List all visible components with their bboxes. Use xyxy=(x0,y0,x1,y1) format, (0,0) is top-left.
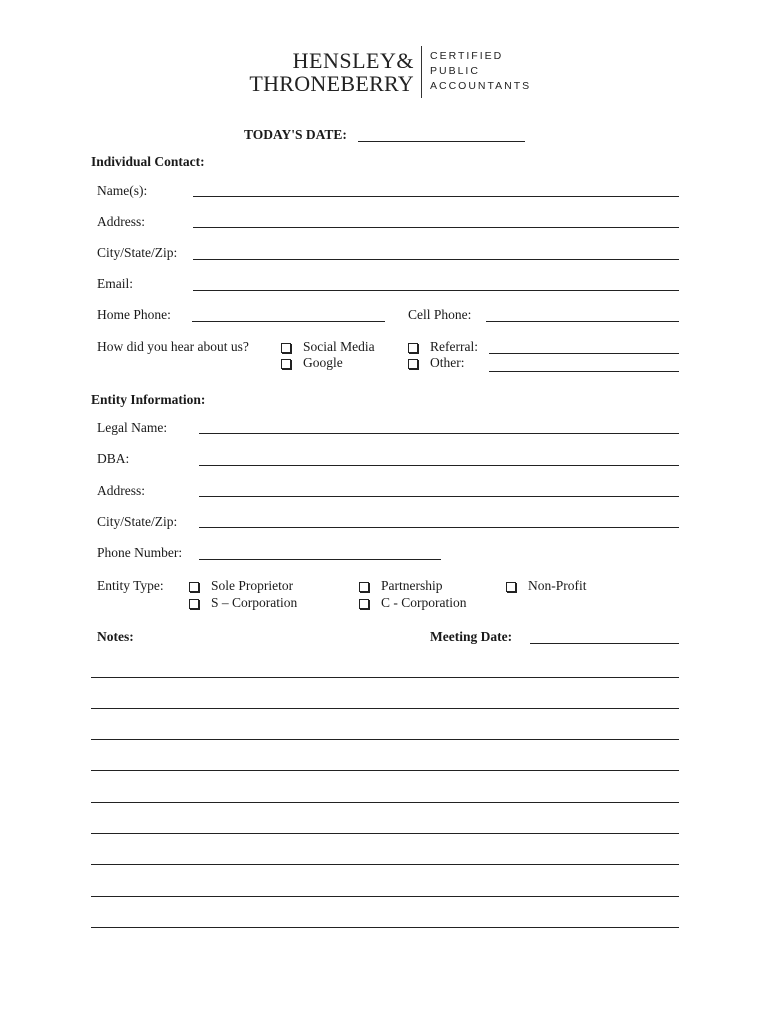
legal-name-field[interactable] xyxy=(199,433,679,434)
names-field[interactable] xyxy=(193,196,679,197)
dba-label: DBA: xyxy=(97,451,130,466)
entity-address-field[interactable] xyxy=(199,496,679,497)
checkbox-icon[interactable] xyxy=(408,359,418,369)
home-phone-label: Home Phone: xyxy=(97,307,171,322)
email-label: Email: xyxy=(97,276,133,291)
partnership-label: Partnership xyxy=(381,578,443,593)
individual-contact-heading: Individual Contact: xyxy=(91,154,205,169)
other-field[interactable] xyxy=(489,371,679,372)
names-label: Name(s): xyxy=(97,183,148,198)
entity-information-heading: Entity Information: xyxy=(91,392,206,407)
checkbox-icon[interactable] xyxy=(189,582,199,592)
city-state-zip-field[interactable] xyxy=(193,259,679,260)
logo-divider xyxy=(421,46,422,98)
checkbox-icon[interactable] xyxy=(359,582,369,592)
notes-line[interactable] xyxy=(91,833,679,834)
hear-about-us-label: How did you hear about us? xyxy=(97,339,249,354)
checkbox-icon[interactable] xyxy=(408,343,418,353)
entity-city-state-zip-label: City/State/Zip: xyxy=(97,514,178,529)
email-field[interactable] xyxy=(193,290,679,291)
notes-line[interactable] xyxy=(91,927,679,928)
referral-field[interactable] xyxy=(489,353,679,354)
logo-tag-1: CERTIFIED xyxy=(430,50,504,62)
city-state-zip-label: City/State/Zip: xyxy=(97,245,178,260)
notes-line[interactable] xyxy=(91,896,679,897)
meeting-date-label: Meeting Date: xyxy=(430,629,513,644)
dba-field[interactable] xyxy=(199,465,679,466)
logo-line-2: THRONEBERRY xyxy=(249,71,414,96)
checkbox-icon[interactable] xyxy=(281,359,291,369)
notes-line[interactable] xyxy=(91,739,679,740)
notes-line[interactable] xyxy=(91,770,679,771)
cell-phone-label: Cell Phone: xyxy=(408,307,472,322)
checkbox-icon[interactable] xyxy=(189,599,199,609)
logo-tag-3: ACCOUNTANTS xyxy=(430,80,532,92)
phone-number-label: Phone Number: xyxy=(97,545,183,560)
s-corporation-label: S – Corporation xyxy=(211,595,298,610)
cell-phone-field[interactable] xyxy=(486,321,679,322)
c-corporation-label: C - Corporation xyxy=(381,595,467,610)
address-label: Address: xyxy=(97,214,145,229)
checkbox-icon[interactable] xyxy=(359,599,369,609)
checkbox-icon[interactable] xyxy=(281,343,291,353)
address-field[interactable] xyxy=(193,227,679,228)
entity-address-label: Address: xyxy=(97,483,145,498)
notes-label: Notes: xyxy=(97,629,134,644)
referral-label: Referral: xyxy=(430,339,478,354)
todays-date-label: TODAY'S DATE: xyxy=(244,127,347,142)
google-label: Google xyxy=(303,355,343,370)
meeting-date-field[interactable] xyxy=(530,643,679,644)
social-media-label: Social Media xyxy=(303,339,375,354)
phone-number-field[interactable] xyxy=(199,559,441,560)
notes-line[interactable] xyxy=(91,864,679,865)
notes-line[interactable] xyxy=(91,802,679,803)
non-profit-label: Non-Profit xyxy=(528,578,587,593)
logo-wordmark xyxy=(236,50,414,95)
home-phone-field[interactable] xyxy=(192,321,385,322)
notes-line[interactable] xyxy=(91,677,679,678)
logo-line-1: HENSLEY& xyxy=(292,48,414,73)
notes-line[interactable] xyxy=(91,708,679,709)
logo-tagline xyxy=(430,49,531,94)
logo-tag-2: PUBLIC xyxy=(430,65,480,77)
entity-type-label: Entity Type: xyxy=(97,578,164,593)
todays-date-field[interactable] xyxy=(358,141,525,142)
entity-city-state-zip-field[interactable] xyxy=(199,527,679,528)
sole-proprietor-label: Sole Proprietor xyxy=(211,578,294,593)
other-label: Other: xyxy=(430,355,465,370)
checkbox-icon[interactable] xyxy=(506,582,516,592)
legal-name-label: Legal Name: xyxy=(97,420,168,435)
